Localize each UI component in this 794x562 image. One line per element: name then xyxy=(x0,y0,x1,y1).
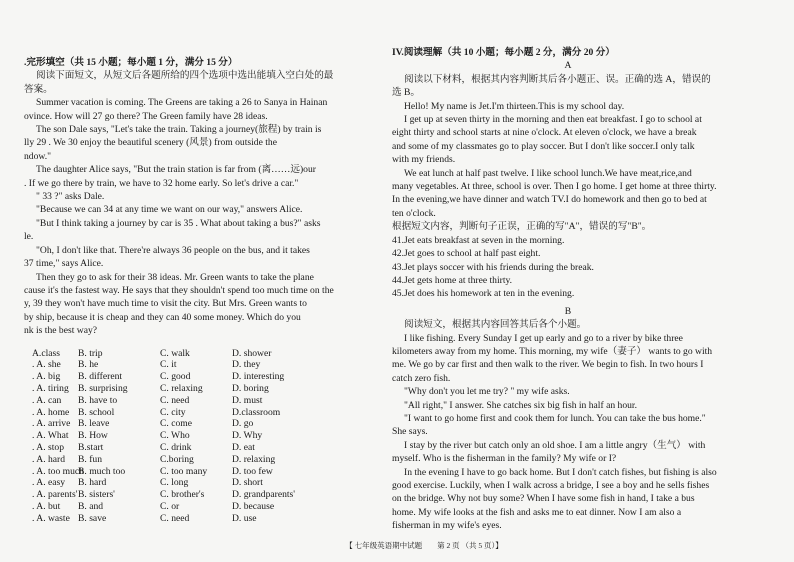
question-43: 43.Jet plays soccer with his friends during the break. xyxy=(392,261,594,273)
passage-line: y, 39 they won't have much time to visit the city. But Mrs. Green wants to xyxy=(24,298,307,310)
passage-line: myself. Who is the fisherman in the family? My wife or I? xyxy=(392,453,617,465)
passage-line: with my friends. xyxy=(392,154,456,166)
option-c[interactable]: C. brother's xyxy=(160,489,205,501)
part-a-passage xyxy=(392,100,744,221)
option-row xyxy=(24,454,382,466)
part-b-label: B xyxy=(564,305,572,317)
passage-line: She says. xyxy=(392,426,428,438)
passage-line: In the evening,we have dinner and watch TV.I do homework and then go to bed at xyxy=(392,194,707,206)
option-c[interactable]: C. too many xyxy=(160,465,208,477)
option-b[interactable]: B. school xyxy=(78,406,115,418)
option-d[interactable]: D.classroom xyxy=(232,406,281,418)
passage-line: "I want to go home first and cook them for lunch. You can take the bus home." xyxy=(404,412,706,424)
passage-line: and some of my classmates go to play soccer. But I don't like soccer.I only talk xyxy=(392,140,695,152)
option-a[interactable]: . A. What xyxy=(32,430,69,442)
passage-line: nk is the best way? xyxy=(24,325,98,337)
option-d[interactable]: D. short xyxy=(232,477,263,489)
option-c[interactable]: C. drink xyxy=(160,441,192,453)
passage-line: " 33 ?" asks Dale. xyxy=(36,191,105,203)
question-45: 45.Jet does his homework at ten in the evening. xyxy=(392,288,575,300)
option-row xyxy=(24,348,382,360)
passage-line: "But I think taking a journey by car is 35 . What about taking a bus?" asks xyxy=(36,217,321,229)
cloze-heading: .完形填空（共 15 小题；每小题 1 分，满分 15 分） xyxy=(24,57,238,68)
cloze-options xyxy=(24,348,382,525)
option-d[interactable]: D. interesting xyxy=(232,371,285,383)
option-c[interactable]: C. relaxing xyxy=(160,382,203,394)
option-c[interactable]: C. Who xyxy=(160,430,190,442)
option-row xyxy=(24,513,382,525)
option-row xyxy=(24,477,382,489)
option-row xyxy=(24,466,382,478)
option-d[interactable]: D. because xyxy=(232,500,275,512)
passage-line: ovince. How will 27 go there? The Green family have 28 ideas. xyxy=(24,110,268,122)
option-a[interactable]: . A. she xyxy=(32,359,61,371)
passage-line: The son Dale says, "Let's take the train. Taking a journey(旅程) by train is xyxy=(36,124,322,136)
option-a[interactable]: . A. arrive xyxy=(32,418,71,430)
option-b[interactable]: B. much too xyxy=(78,465,126,477)
option-a[interactable]: . A. parents' xyxy=(32,489,78,501)
question-44: 44.Jet gets home at three thirty. xyxy=(392,274,513,286)
option-row xyxy=(24,430,382,442)
passage-line: Hello! My name is Jet.I'm thirteen.This is my school day. xyxy=(404,100,625,112)
option-b[interactable]: B. hard xyxy=(78,477,107,489)
option-d[interactable]: D. eat xyxy=(232,441,255,453)
option-d[interactable]: D. shower xyxy=(232,347,272,359)
passage-line: 37 time," says Alice. xyxy=(24,258,104,270)
passage-line: many vegetables. At three, school is over. Then I go home. I get home at three thirty. xyxy=(392,181,717,193)
option-d[interactable]: D. they xyxy=(232,359,261,371)
option-a[interactable]: . A. hard xyxy=(32,453,66,465)
option-d[interactable]: D. grandparents' xyxy=(232,489,296,501)
option-c[interactable]: C. come xyxy=(160,418,192,430)
passage-line: on the bridge. Why not buy some? When I have some fish in hand, I take a bus xyxy=(392,493,695,505)
page-footer: 【 七年级英语期中试题 第 2 页 （共 5 页）】 xyxy=(345,541,503,550)
part-b-passage xyxy=(392,332,744,533)
passage-line: good exercise. Luckily, when I walk across a bridge, I see a boy and he sells fishes xyxy=(392,480,710,491)
passage-line: le. xyxy=(24,231,34,243)
option-d[interactable]: D. boring xyxy=(232,382,269,394)
part-a-task: 根据短文内容，判断句子正误，正确的写"A"，错误的写"B"。 xyxy=(392,221,652,233)
cloze-instruction-1: 阅读下面短文，从短文后各题所给的四个选项中选出能填入空白处的最 xyxy=(36,70,334,82)
option-b[interactable]: B. different xyxy=(78,371,123,383)
option-a[interactable]: . A. tiring xyxy=(32,382,69,394)
part-a-intro-2: 选 B。 xyxy=(392,87,420,99)
option-b[interactable]: B. and xyxy=(78,500,104,512)
option-c[interactable]: C. walk xyxy=(160,347,190,359)
option-b[interactable]: B. save xyxy=(78,512,107,524)
option-a[interactable]: . A. home xyxy=(32,406,70,418)
question-42: 42.Jet goes to school at half past eight. xyxy=(392,248,541,260)
passage-line: by ship, because it is cheap and they can 40 some money. Which do you xyxy=(24,311,301,323)
option-c[interactable]: C. good xyxy=(160,371,191,383)
passage-line: catch zero fish. xyxy=(392,372,451,384)
reading-section xyxy=(392,46,744,532)
passage-line: Summer vacation is coming. The Greens are taking a 26 to Sanya in Hainan xyxy=(36,97,328,109)
passage-line: Then they go to ask for their 38 ideas. Mr. Green wants to take the plane xyxy=(36,271,314,283)
passage-line: "Because we can 34 at any time we want on our way," answers Alice. xyxy=(36,204,303,216)
passage-line: me. We go by car first and then walk to the river. We begin to fish. In two hours I xyxy=(392,359,704,371)
option-c[interactable]: C. need xyxy=(160,512,190,524)
passage-line: "All right," I answer. She catches six big fish in half an hour. xyxy=(404,399,637,411)
option-b[interactable]: B. How xyxy=(78,430,108,442)
cloze-passage xyxy=(24,96,382,337)
passage-line: We eat lunch at half past twelve. I like school lunch.We have meat,rice,and xyxy=(404,167,692,179)
passage-line: I stay by the river but catch only an old shoe. I am a little angry（生气） with xyxy=(404,439,706,451)
option-d[interactable]: D. use xyxy=(232,512,257,524)
option-c[interactable]: C. need xyxy=(160,394,190,406)
option-a[interactable]: . A. stop xyxy=(32,441,64,453)
option-row xyxy=(24,371,382,383)
option-d[interactable]: D. go xyxy=(232,418,254,430)
option-c[interactable]: C.boring xyxy=(160,453,194,465)
passage-line: ndow." xyxy=(24,150,52,162)
option-row xyxy=(24,489,382,501)
option-b[interactable]: B. he xyxy=(78,359,99,371)
option-a[interactable]: . A. can xyxy=(32,394,62,406)
passage-line: The daughter Alice says, "But the train station is far from (离……远)our xyxy=(36,164,316,176)
option-c[interactable]: C. city xyxy=(160,406,186,418)
option-row xyxy=(24,501,382,513)
option-b[interactable]: B. sisters' xyxy=(78,489,115,501)
option-b[interactable]: B. have to xyxy=(78,394,118,406)
option-row xyxy=(24,442,382,454)
passage-line: . If we go there by train, we have to 32 home early. So let's drive a car." xyxy=(24,177,299,189)
part-a-label: A xyxy=(564,60,572,72)
passage-line: "Why don't you let me try? " my wife asks. xyxy=(404,386,570,398)
passage-line: home. My wife looks at the fish and asks me to eat dinner. Now I am also a xyxy=(392,506,682,518)
option-row xyxy=(24,395,382,407)
option-d[interactable]: D. relaxing xyxy=(232,453,276,465)
option-c[interactable]: C. it xyxy=(160,359,177,371)
option-row xyxy=(24,359,382,371)
passage-line: fisherman in my wife's eyes. xyxy=(392,520,502,532)
reading-heading: IV.阅读理解（共 10 小题；每小题 2 分，满分 20 分） xyxy=(392,47,615,58)
part-b-intro: 阅读短文，根据其内容回答其后各个小题。 xyxy=(404,319,587,331)
option-b[interactable]: B. fun xyxy=(78,453,102,465)
option-a[interactable]: . A. too much xyxy=(32,465,84,477)
option-a[interactable]: A.class xyxy=(32,347,60,359)
option-a[interactable]: . A. easy xyxy=(32,477,66,489)
option-b[interactable]: B.start xyxy=(78,441,104,453)
option-d[interactable]: D. Why xyxy=(232,430,263,442)
passage-line: "Oh, I don't like that. There're always 36 people on the bus, and it takes xyxy=(36,244,310,256)
passage-line: cause it's the fastest way. He says that they shouldn't spend too much time on the xyxy=(24,284,334,296)
option-b[interactable]: B. trip xyxy=(78,347,103,359)
option-row xyxy=(24,418,382,430)
passage-line: lly 29 . We 30 enjoy the beautiful scenery (风景) from outside the xyxy=(24,137,277,149)
option-b[interactable]: B. surprising xyxy=(78,382,128,394)
question-41: 41.Jet eats breakfast at seven in the morning. xyxy=(392,234,565,246)
option-c[interactable]: C. or xyxy=(160,500,180,512)
option-c[interactable]: C. long xyxy=(160,477,189,489)
part-a-questions xyxy=(392,234,744,301)
cloze-section xyxy=(24,56,382,524)
passage-line: I get up at seven thirty in the morning and then eat breakfast. I go to school at xyxy=(404,114,702,126)
passage-line: eight thirty and school starts at nine o'clock. At eleven o'clock, we have a break xyxy=(392,127,697,139)
passage-line: kilometers away from my home. This morning, my wife（妻子） wants to go with xyxy=(392,345,713,357)
passage-line: I like fishing. Every Sunday I get up early and go to a river by bike three xyxy=(404,332,683,344)
option-row xyxy=(24,407,382,419)
option-d[interactable]: D. too few xyxy=(232,465,273,477)
passage-line: ten o'clock. xyxy=(392,207,436,219)
option-a[interactable]: . A. but xyxy=(32,500,61,512)
option-row xyxy=(24,383,382,395)
cloze-instruction-2: 答案。 xyxy=(24,83,53,95)
passage-line: In the evening I have to go back home. But I don't catch fishes, but fishing is also xyxy=(404,466,717,478)
option-b[interactable]: B. leave xyxy=(78,418,110,430)
option-a[interactable]: . A. waste xyxy=(32,512,70,524)
option-a[interactable]: . A. big xyxy=(32,371,61,383)
part-a-intro-1: 阅读以下材料，根据其内容判断其后各小题正、误。正确的选 A，错误的 xyxy=(404,73,711,85)
option-d[interactable]: D. must xyxy=(232,394,263,406)
